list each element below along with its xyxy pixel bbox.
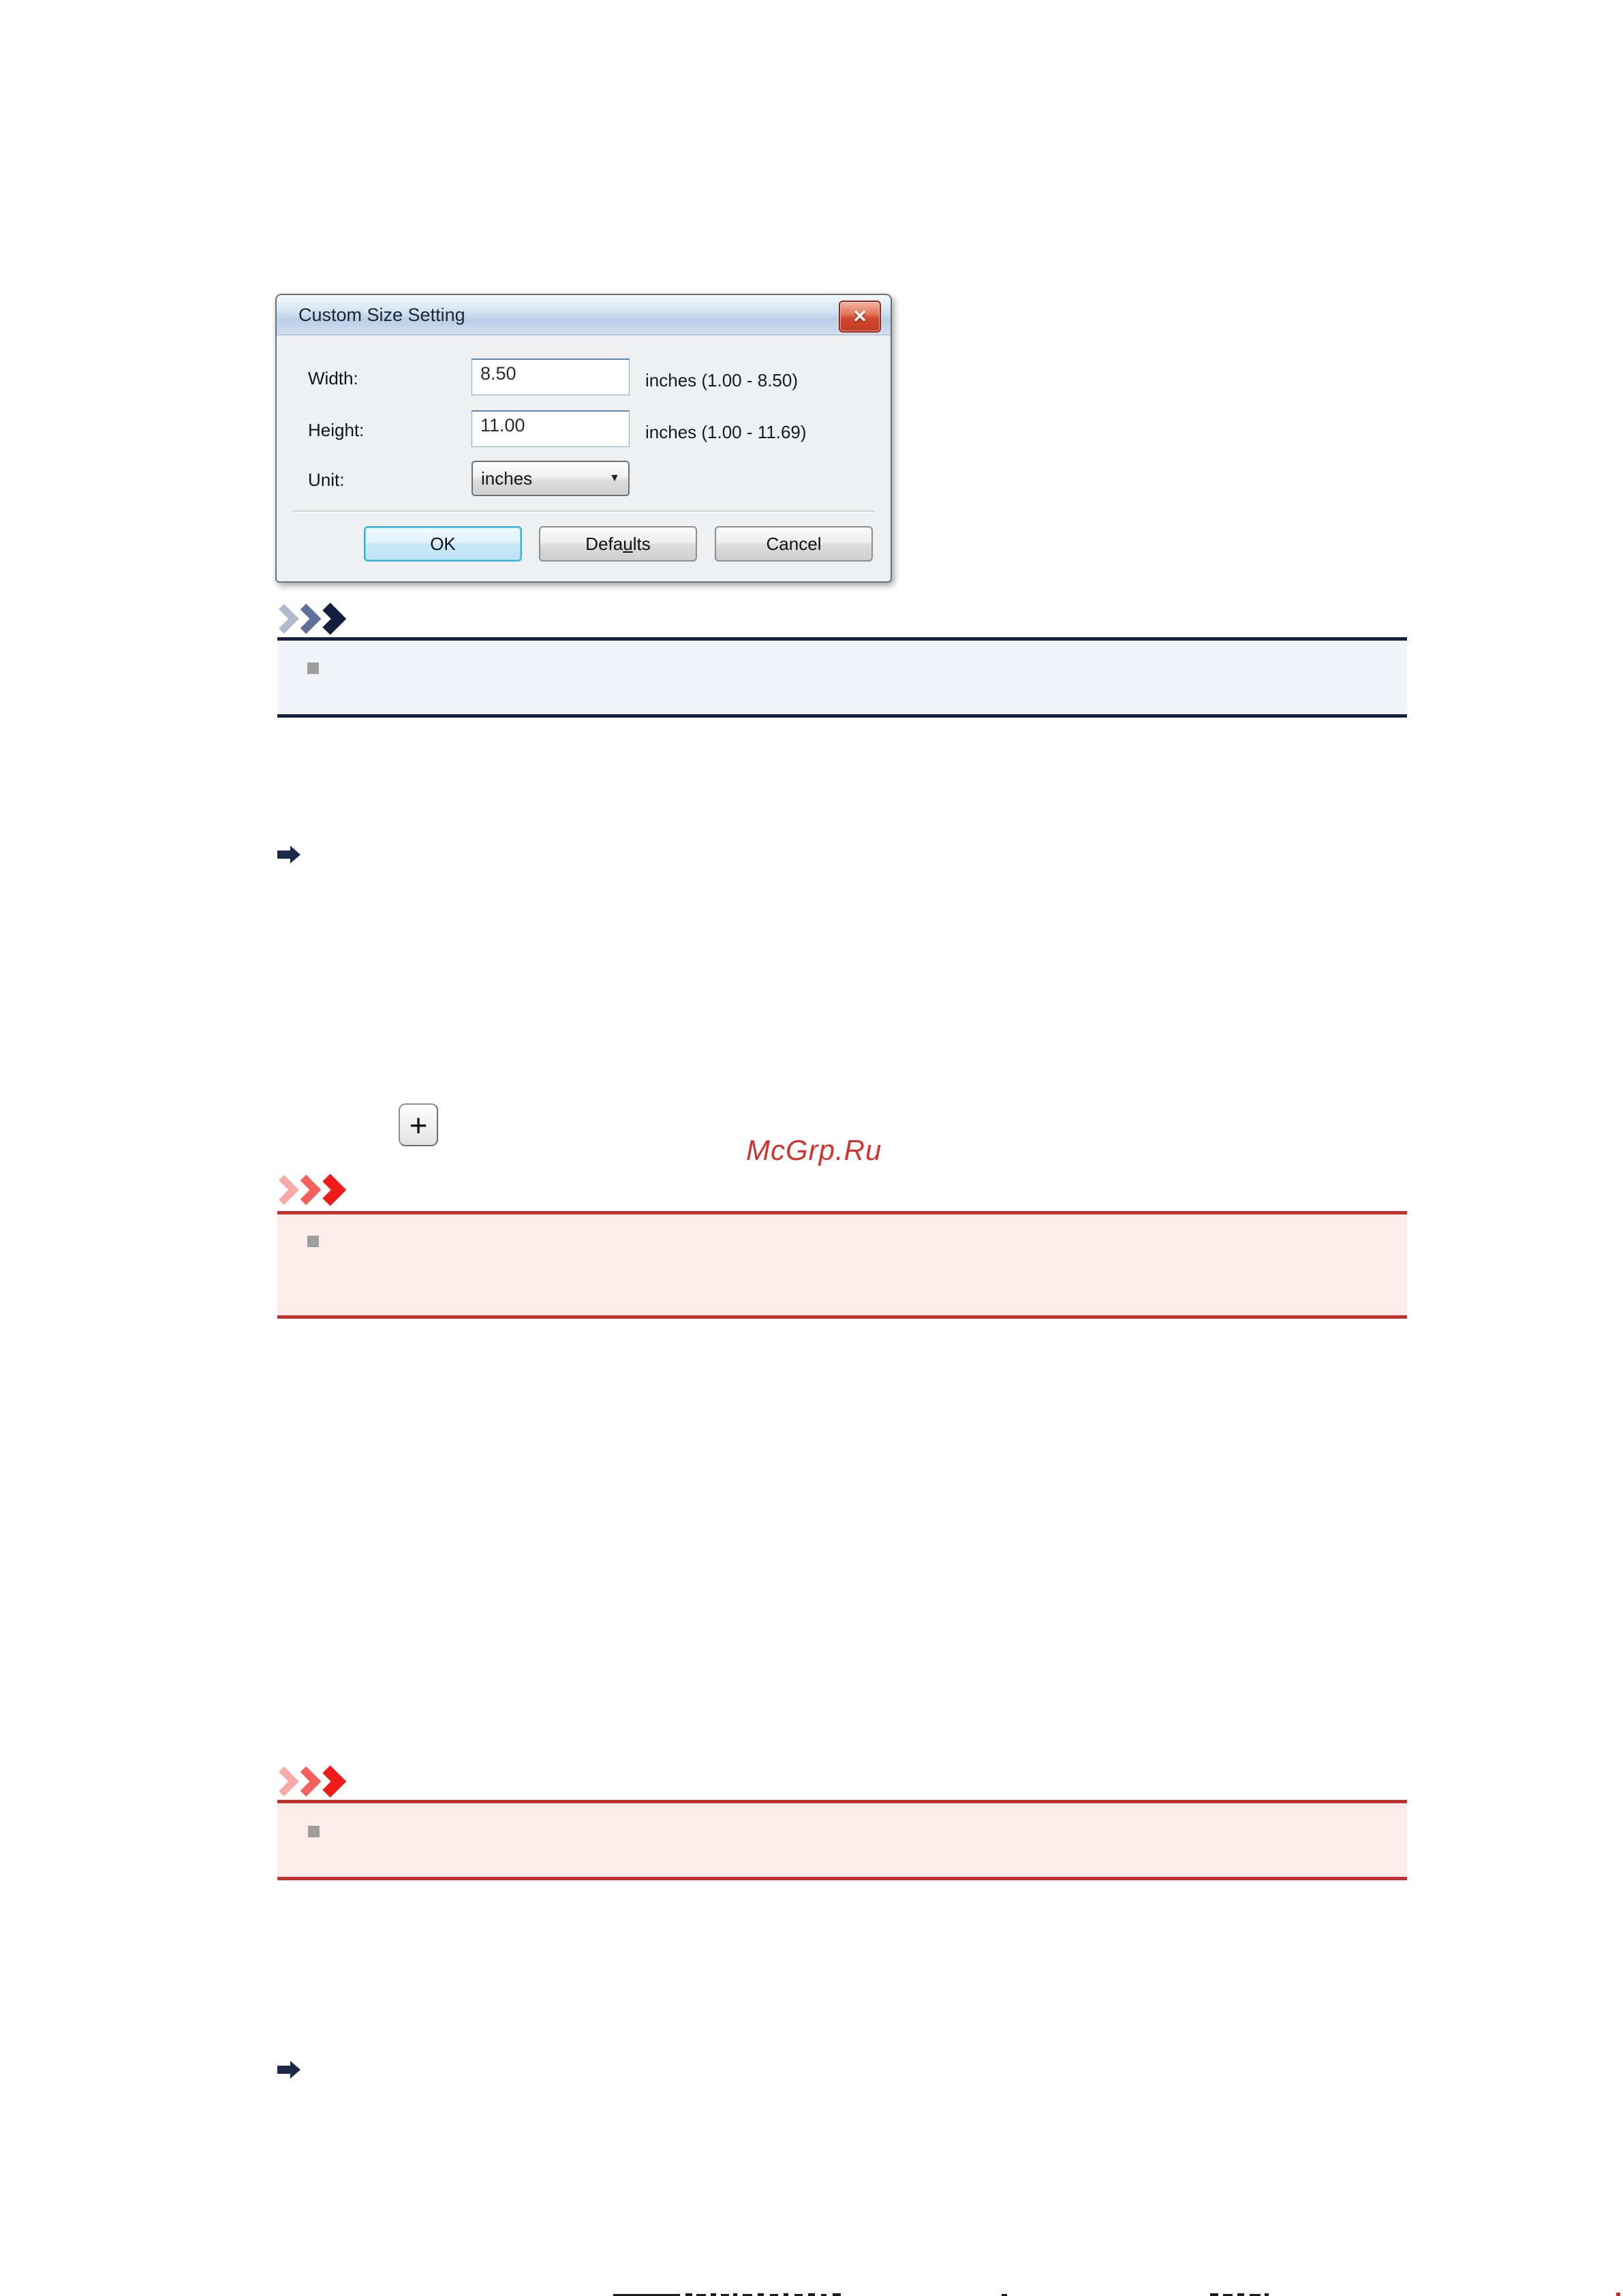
- cancel-button-label: Cancel: [766, 533, 822, 554]
- clipped-text-fragment: [1237, 2293, 1244, 2296]
- reference-arrow-icon[interactable]: [277, 2060, 300, 2079]
- dialog-title: Custom Size Setting: [298, 304, 465, 325]
- important-box: [277, 1800, 1407, 1880]
- close-button[interactable]: [839, 301, 881, 333]
- unit-dropdown-value: inches: [481, 468, 533, 489]
- height-range-label: inches (1.00 - 11.69): [645, 422, 807, 442]
- clipped-text-fragment: [808, 2293, 815, 2296]
- plus-icon: +: [409, 1107, 428, 1143]
- important-chevrons-icon: [277, 1177, 345, 1203]
- unit-label: Unit:: [308, 470, 345, 490]
- ok-button[interactable]: [364, 526, 522, 562]
- clipped-text-fragment: [758, 2293, 764, 2296]
- width-range-label: inches (1.00 - 8.50): [645, 370, 799, 391]
- important-chevrons-icon: [277, 1769, 345, 1794]
- close-icon: ✕: [852, 306, 867, 326]
- reference-arrow-icon[interactable]: [277, 845, 300, 864]
- width-label: Width:: [308, 368, 358, 388]
- height-input[interactable]: [472, 410, 630, 447]
- cancel-button[interactable]: [715, 526, 873, 562]
- watermark-link[interactable]: McGrp.Ru: [746, 1134, 882, 1166]
- note-box: [277, 637, 1407, 718]
- clipped-text-fragment: [1616, 2293, 1620, 2296]
- list-bullet: [307, 1236, 319, 1247]
- clipped-text-fragment: [1210, 2293, 1218, 2296]
- clipped-text-fragment: [733, 2293, 737, 2296]
- note-chevrons-icon: [277, 606, 345, 632]
- clipped-text-fragment: [833, 2293, 841, 2296]
- custom-size-setting-dialog: [275, 294, 892, 583]
- width-input[interactable]: [472, 358, 630, 395]
- list-bullet: [307, 662, 319, 674]
- height-label: Height:: [308, 420, 365, 440]
- clipped-text-fragment: [685, 2293, 692, 2296]
- dialog-separator: [293, 510, 874, 512]
- clipped-text-fragment: [1265, 2293, 1269, 2296]
- defaults-button-label: Defaults: [585, 533, 651, 554]
- defaults-button[interactable]: [539, 526, 697, 562]
- clipped-text-fragment: [784, 2293, 788, 2296]
- list-bullet: [308, 1826, 320, 1837]
- unit-dropdown[interactable]: [472, 461, 630, 496]
- chevron-down-icon: ▼: [609, 472, 620, 484]
- expand-button[interactable]: [399, 1103, 438, 1146]
- ok-button-label: OK: [430, 533, 456, 554]
- important-box: [277, 1211, 1407, 1319]
- dialog-titlebar: [277, 295, 891, 335]
- clipped-text-fragment: [711, 2293, 716, 2296]
